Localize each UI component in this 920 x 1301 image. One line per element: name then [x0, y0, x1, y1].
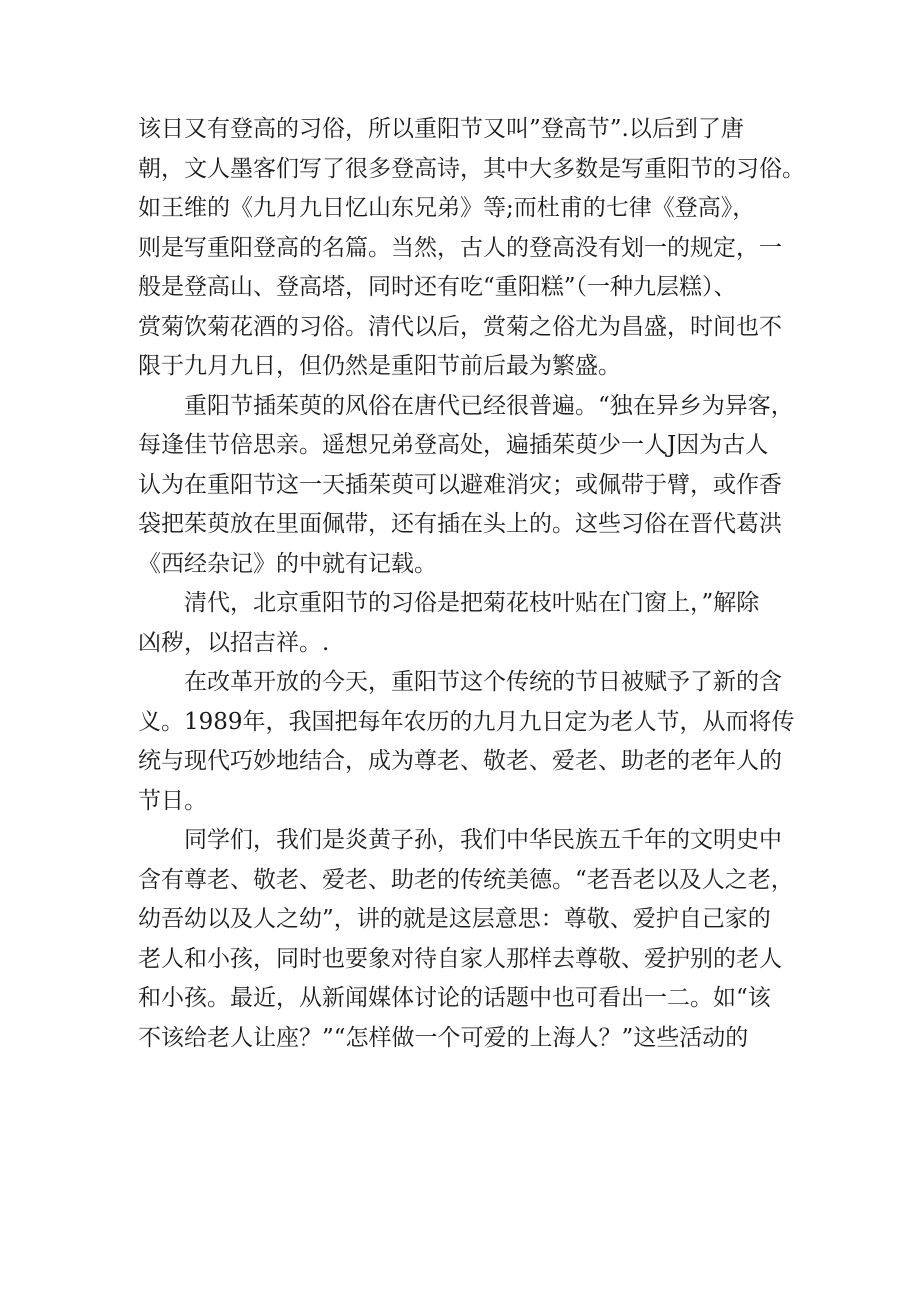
text-line: 义。1989年，我国把每年农历的九月九日定为老人节，从而将传 — [138, 708, 795, 735]
text-line: 节日。 — [138, 787, 207, 814]
text-line: 每逢佳节倍思亲。遥想兄弟登高处，遍插茱萸少一人J因为古人 — [138, 432, 769, 458]
paragraph — [138, 821, 798, 1058]
text-line: 含有尊老、敬老、爱老、助老的传统美德。“老吾老以及人之老， — [138, 866, 794, 893]
text-line: 和小孩。最近，从新闻媒体讨论的话题中也可看出一二。如“该 — [138, 985, 771, 1011]
text-line: 在改革开放的今天，重阳节这个传统的节日被赋予了新的含 — [184, 669, 782, 695]
paragraph — [138, 584, 798, 663]
text-line: 袋把茱萸放在里面佩带，还有插在头上的。这些习俗在晋代葛洪 — [138, 511, 782, 537]
paragraph — [138, 663, 798, 821]
text-line: 般是登高山、登高塔，同时还有吃“重阳糕”（一种九层糕）、 — [138, 274, 737, 300]
text-line: 同学们，我们是炎黄子孙，我们中华民族五千年的文明史中 — [184, 827, 782, 853]
text-line: 该日又有登高的习俗，所以重阳节又叫”登高节”.以后到了唐 — [138, 116, 744, 142]
text-line: 如王维的《九月九日忆山东兄弟》等;而杜甫的七律《登高》， — [138, 195, 756, 221]
document-body — [138, 110, 805, 1058]
text-line: 重阳节插茱萸的风俗在唐代已经很普遍。“独在异乡为异客， — [184, 392, 794, 419]
text-line: 限于九月九日，但仍然是重阳节前后最为繁盛。 — [138, 353, 621, 379]
text-line: 则是写重阳登高的名篇。当然，古人的登高没有划一的规定，一 — [138, 234, 782, 261]
paragraph — [138, 110, 805, 387]
text-line: 统与现代巧妙地结合，成为尊老、敬老、爱老、助老的老年人的 — [138, 748, 782, 774]
paragraph — [138, 387, 798, 585]
text-line: 赏菊饮菊花酒的习俗。清代以后，赏菊之俗尤为昌盛，时间也不 — [138, 313, 782, 340]
text-line: 凶秽，以招吉祥。. — [138, 629, 330, 656]
text-line: 清代，北京重阳节的习俗是把菊花枝叶贴在门窗上，”解除 — [184, 590, 760, 616]
text-line: 朝，文人墨客们写了很多登高诗，其中大多数是写重阳节的习俗。 — [138, 155, 805, 182]
text-line: 认为在重阳节这一天插茱萸可以避难消灾；或佩带于臂，或作香 — [138, 471, 782, 498]
text-line: 老人和小孩，同时也要象对待自家人那样去尊敬、爱护别的老人 — [138, 945, 782, 972]
text-line: 《西经杂记》的中就有记载。 — [138, 550, 437, 577]
text-line: 不该给老人让座？”“怎样做一个可爱的上海人？”这些活动的 — [138, 1024, 749, 1051]
text-line: 幼吾幼以及人之幼”，讲的就是这层意思：尊敬、爱护自己家的 — [138, 906, 771, 932]
